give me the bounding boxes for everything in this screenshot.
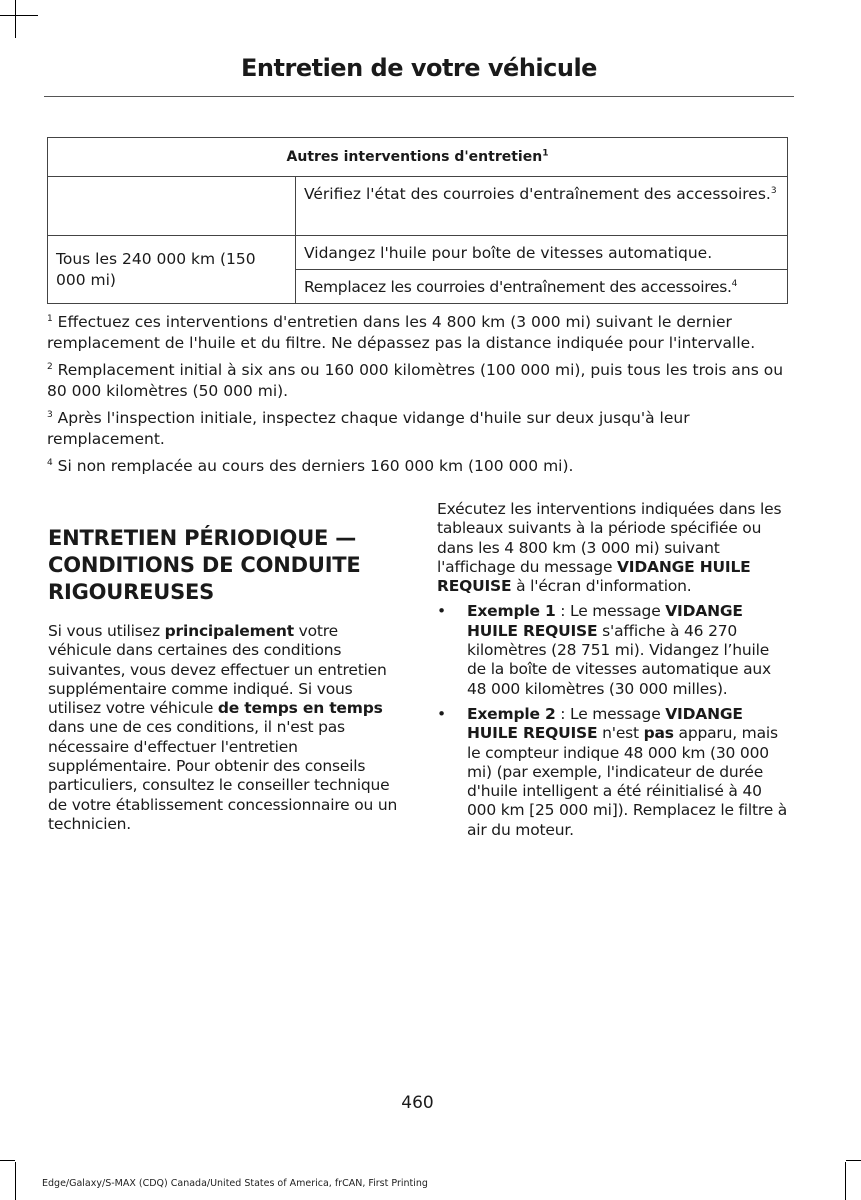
section-intro-paragraph bbox=[48, 622, 403, 834]
table-header bbox=[48, 138, 788, 177]
text: s'affiche à 46 270 kilomètres (28 751 mi). Vidangez l’huile de la boîte de vitesses automatique aux 48 000 kilomètres (30 000 milles). bbox=[467, 621, 771, 698]
crop-mark-bottom-left-h bbox=[0, 1160, 15, 1161]
footnotes bbox=[47, 312, 795, 483]
text: n'est bbox=[597, 724, 644, 743]
crop-mark-top-left-v bbox=[15, 0, 16, 38]
table-header-row bbox=[48, 138, 788, 177]
footnote bbox=[47, 456, 795, 477]
example-label: Exemple 2 bbox=[467, 704, 556, 723]
crop-mark-bottom-right-h bbox=[846, 1160, 861, 1161]
table-cell-task bbox=[296, 236, 788, 270]
bullet-point: • bbox=[437, 602, 446, 621]
task-text: Vidangez l'huile pour boîte de vitesses automatique. bbox=[304, 244, 713, 262]
footnote-text: Effectuez ces interventions d'entretien dans les 4 800 km (3 000 mi) suivant le dernier remplacement de l'huile et du filtre. Ne dépassez pas la distance indiquée pour l'intervalle. bbox=[47, 313, 756, 352]
table-cell-empty bbox=[48, 177, 296, 236]
list-item bbox=[437, 602, 789, 698]
task-text: Vérifiez l'état des courroies d'entraînement des accessoires. bbox=[304, 185, 771, 203]
task-sup: 4 bbox=[731, 278, 738, 289]
page-number: 460 bbox=[401, 1093, 434, 1113]
footnote-text: Si non remplacée au cours des derniers 160 000 km (100 000 mi). bbox=[57, 457, 574, 475]
bold-text: VIDANGE HUILE REQUISE bbox=[467, 704, 743, 743]
footnote bbox=[47, 360, 795, 402]
title-divider bbox=[44, 96, 794, 97]
interval-text: Tous les 240 000 km (150 000 mi) bbox=[56, 249, 256, 289]
example-label: Exemple 1 bbox=[467, 602, 556, 621]
footnote bbox=[47, 312, 795, 354]
table-row bbox=[48, 236, 788, 270]
task-sup: 3 bbox=[770, 185, 777, 196]
right-column bbox=[437, 500, 789, 846]
text: votre véhicule dans certaines des conditions suivantes, vous devez effectuer un entretien supplémentaire comme indiqué. Si vous utilisez votre véhicule bbox=[48, 622, 387, 718]
bold-text: de temps en temps bbox=[217, 699, 383, 718]
list-item bbox=[437, 705, 789, 840]
footnote-text: Après l'inspection initiale, inspectez chaque vidange d'huile sur deux jusqu'à leur remplacement. bbox=[47, 409, 690, 448]
footnote-text: Remplacement initial à six ans ou 160 000 kilomètres (100 000 mi), puis tous les trois ans ou 80 000 kilomètres (50 000 mi). bbox=[47, 361, 784, 400]
text: apparu, mais le compteur indique 48 000 km (30 000 mi) (par exemple, l'indicateur de durée d'huile intelligent a été réinitialisé à 40 000 km [25 000 mi]). Remplacez le filtre à air du moteur. bbox=[467, 724, 788, 839]
task-text: Remplacez les courroies d'entraînement des accessoires. bbox=[304, 278, 732, 296]
maintenance-table bbox=[47, 137, 788, 304]
crop-mark-top-left-h bbox=[0, 15, 38, 16]
table-header-text: Autres interventions d'entretien bbox=[286, 148, 543, 165]
text: à l'écran d'information. bbox=[511, 577, 692, 596]
footnote-number: 4 bbox=[47, 457, 53, 468]
bold-text: VIDANGE HUILE REQUISE bbox=[467, 602, 743, 640]
bold-text: principalement bbox=[164, 622, 294, 640]
page-title: Entretien de votre véhicule bbox=[241, 54, 597, 82]
footnote bbox=[47, 408, 795, 450]
right-intro-paragraph bbox=[437, 500, 789, 596]
table-cell-interval bbox=[48, 236, 296, 304]
text: : Le message bbox=[555, 704, 666, 723]
text: dans une de ces conditions, il n'est pas nécessaire d'effectuer l'entretien supplémentaire. Pour obtenir des conseils particuliers, consultez le conseiller technique de votre établissement concessionnaire ou un technicien. bbox=[48, 718, 398, 833]
table-cell-task bbox=[296, 270, 788, 304]
footnote-number: 2 bbox=[47, 361, 53, 372]
footnote-number: 3 bbox=[47, 409, 53, 420]
table-header-sup: 1 bbox=[542, 147, 549, 158]
bullet-point: • bbox=[437, 704, 446, 723]
section-heading: ENTRETIEN PÉRIODIQUE — CONDITIONS DE CONDUITE RIGOUREUSES bbox=[48, 526, 361, 604]
crop-mark-bottom-right-v bbox=[845, 1162, 846, 1200]
crop-mark-bottom-left-v bbox=[15, 1162, 16, 1200]
text: : Le message bbox=[555, 602, 666, 621]
bold-text: pas bbox=[643, 724, 674, 743]
text: Si vous utilisez bbox=[48, 622, 165, 640]
table-cell-task bbox=[296, 177, 788, 236]
bold-text: VIDANGE HUILE REQUISE bbox=[437, 557, 751, 596]
table-row bbox=[48, 177, 788, 236]
footer-text: Edge/Galaxy/S-MAX (CDQ) Canada/United States of America, frCAN, First Printing bbox=[42, 1178, 428, 1189]
text: Exécutez les interventions indiquées dans les tableaux suivants à la période spécifiée ou dans les 4 800 km (3 000 mi) suivant l'affichage du message bbox=[437, 500, 782, 576]
footnote-number: 1 bbox=[47, 313, 53, 324]
